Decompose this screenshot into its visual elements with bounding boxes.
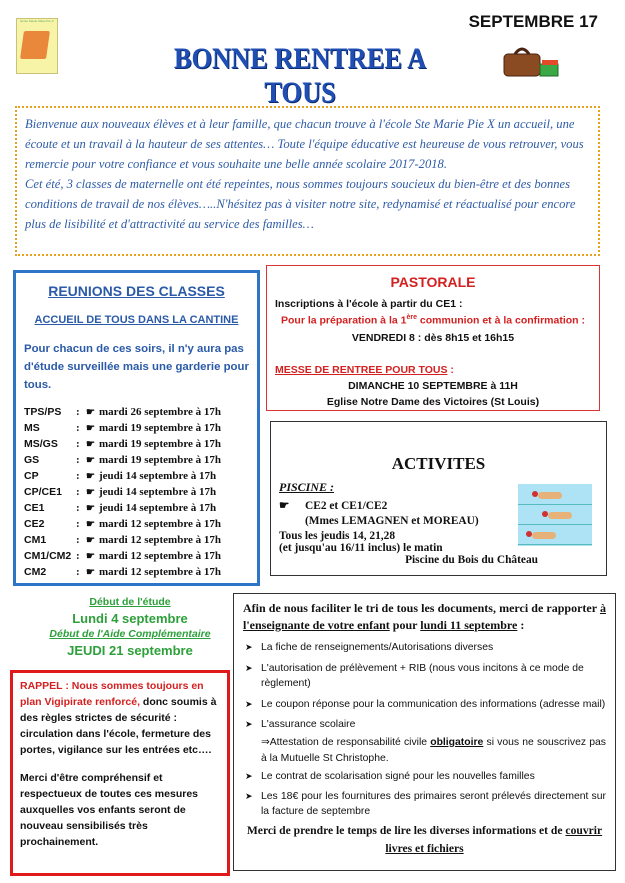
assurance-text: ⇒Attestation de responsabilité civile <box>261 736 431 748</box>
summer-paragraph: Cet été, 3 classes de maternelle ont été repeintes, nous sommes toujours soucieux du bien-être et des bonnes conditions de travail de nos élèves…..N'hésitez pas à visiter notre site, redynamisé et réactualisé pour encore plus de lisibilité et d'attractivité au service des familles… <box>25 177 576 231</box>
communion-text: Pour la préparation à la 1 <box>281 314 407 327</box>
piscine-location: Piscine du Bois du Château <box>405 554 538 566</box>
closing-text: Merci de prendre le temps de lire les diverses informations et de <box>246 823 566 837</box>
class-name: CE1 <box>24 502 45 514</box>
messe-location: Eglise Notre Dame des Victoires (St Louis) <box>326 395 540 408</box>
pointing-hand-icon: ☛ <box>86 550 95 562</box>
contract-text: Le contrat de scolarisation signé pour les nouvelles familles <box>261 771 535 783</box>
class-name: MS/GS <box>24 438 58 450</box>
welcome-paragraph: Bienvenue aux nouveaux élèves et à leur famille, que chacun trouve à l'école Ste Marie Pie X un accueil, une écoute et un travail à la hauteur de ses attentes… Toute l'équipe éducative est heureuse de vous retrouver, vous remercie pour votre confiance et vous souhaite une belle année scolaire 2017-2018. <box>25 117 584 171</box>
meetings-note: Pour chacun de ces soirs, il n'y aura pas d'étude surveillée mais une garderie pour tous. <box>24 343 249 391</box>
list-item <box>243 789 606 820</box>
class-name: CM1/CM2 <box>24 550 72 562</box>
pointing-hand-icon: ☛ <box>86 406 95 418</box>
activities-title: ACTIVITES <box>391 454 486 473</box>
reminder-label: RAPPEL : Nous sommes toujours en plan Vigipirate renforcé, <box>20 680 204 708</box>
messe-date: DIMANCHE 10 SEPTEMBRE à 11H <box>348 379 518 392</box>
meeting-date: jeudi 14 septembre à 17h <box>99 502 217 514</box>
supplies-text: Les 18€ pour les fournitures des primaires seront prélevés directement sur la facture de septembre <box>261 790 606 818</box>
piscine-days: Tous les jeudis 14, 21,28 <box>279 530 396 542</box>
item-text: L'autorisation de prélèvement + RIB (nous vous incitons à ce mode de règlement) <box>261 662 584 690</box>
pointing-hand-icon: ☛ <box>86 502 95 514</box>
class-name: TPS/PS <box>24 406 62 418</box>
schedule-row: CP : ☛ jeudi 14 septembre à 17h <box>24 470 217 482</box>
pointing-hand-icon: ☛ <box>86 438 95 450</box>
swimming-pool-icon <box>518 484 592 546</box>
schedule-row: CM2 : ☛ mardi 12 septembre à 17h <box>24 566 222 578</box>
class-name: CP <box>24 470 39 482</box>
piscine-teachers: (Mmes LEMAGNEN et MOREAU) <box>305 515 479 527</box>
list-item <box>243 640 606 656</box>
pastorale-registration: Inscriptions à l'école à partir du CE1 : <box>275 298 463 310</box>
arrow-bullet-icon: ➤ <box>245 771 253 782</box>
closing-note <box>243 822 606 858</box>
meeting-date: mardi 19 septembre à 17h <box>99 438 222 450</box>
study-start-label: Début de l'étude <box>89 596 171 608</box>
item-text: La fiche de renseignements/Autorisations diverses <box>261 642 494 653</box>
reminder-rules: donc soumis à des règles strictes de sécurité : circulation dans l'école, fermeture des portes, vigilance sur les entrées etc…. <box>20 696 217 756</box>
meeting-date: mardi 12 septembre à 17h <box>99 518 222 530</box>
pointing-hand-icon: ☛ <box>279 500 290 512</box>
logo-caption: Ecole Sainte Marie Pie X <box>20 19 54 23</box>
aide-start-label: Début de l'Aide Complémentaire <box>49 628 211 640</box>
class-name: GS <box>24 454 40 466</box>
meeting-date: jeudi 14 septembre à 17h <box>99 470 217 482</box>
assurance-mandatory: obligatoire <box>430 736 484 748</box>
pointing-hand-icon: ☛ <box>86 486 95 498</box>
assurance-text-end: si vous ne souscrivez pas à la Mutuelle St Christophe. <box>261 736 606 764</box>
meetings-subtitle: ACCUEIL DE TOUS DANS LA CANTINE <box>34 314 239 326</box>
school-bag-icon <box>500 42 560 82</box>
class-name: CM1 <box>24 534 47 546</box>
study-dates <box>30 596 230 658</box>
class-meetings-box <box>13 270 260 586</box>
meetings-title: REUNIONS DES CLASSES <box>48 283 225 299</box>
item-text: L'assurance scolaire <box>261 719 356 731</box>
reminder-thanks: Merci d'être compréhensif et respectueux de toutes ces mesures auxquelles vos enfants seront de nouveau sensibilisés très prochainement. <box>20 772 198 848</box>
communion-sup: ère <box>406 314 417 321</box>
pastorale-box <box>266 265 600 411</box>
item-text: Le coupon réponse pour la communication des informations (adresse mail) <box>261 698 606 710</box>
piscine-period: (et jusqu'au 16/11 inclus) le matin <box>279 542 443 554</box>
schedule-row: CE1 : ☛ jeudi 14 septembre à 17h <box>24 502 217 514</box>
pointing-hand-icon: ☛ <box>86 422 95 434</box>
meeting-date: jeudi 14 septembre à 17h <box>99 486 217 498</box>
aide-start-date: JEUDI 21 septembre <box>67 643 193 658</box>
schedule-row: CM1/CM2 : ☛ mardi 12 septembre à 17h <box>24 550 222 562</box>
documents-intro <box>243 600 606 634</box>
meetings-schedule <box>24 404 249 580</box>
schedule-row: MS : ☛ mardi 19 septembre à 17h <box>24 422 222 434</box>
meeting-date: mardi 12 septembre à 17h <box>99 550 222 562</box>
pointing-hand-icon: ☛ <box>86 566 95 578</box>
intro-text: Afin de nous faciliter le tri de tous les documents, merci de rapporter <box>243 601 600 615</box>
schedule-row: CE2 : ☛ mardi 12 septembre à 17h <box>24 518 222 530</box>
class-name: CP/CE1 <box>24 486 62 498</box>
meeting-date: mardi 19 septembre à 17h <box>99 422 222 434</box>
pastorale-communion <box>275 314 591 327</box>
intro-for: pour <box>389 618 421 632</box>
list-item <box>243 717 606 766</box>
pastorale-times: VENDREDI 8 : dès 8h15 et 16h15 <box>351 331 515 344</box>
intro-teacher: à l'enseignante de votre enfant <box>243 601 606 632</box>
class-name: CE2 <box>24 518 45 530</box>
book-icon <box>20 31 50 59</box>
arrow-bullet-icon: ➤ <box>245 719 253 730</box>
schedule-row: CM1 : ☛ mardi 12 septembre à 17h <box>24 534 222 546</box>
arrow-bullet-icon: ➤ <box>245 790 253 801</box>
pointing-hand-icon: ☛ <box>86 518 95 530</box>
study-start-date: Lundi 4 septembre <box>72 611 188 626</box>
piscine-classes-text: CE2 et CE1/CE2 <box>305 500 388 512</box>
assurance-detail <box>261 735 606 766</box>
schedule-row: GS : ☛ mardi 19 septembre à 17h <box>24 454 222 466</box>
arrow-bullet-icon: ➤ <box>245 698 253 709</box>
vigipirate-reminder <box>10 670 230 876</box>
arrow-bullet-icon: ➤ <box>245 662 253 673</box>
schedule-row: CP/CE1 : ☛ jeudi 14 septembre à 17h <box>24 486 217 498</box>
school-logo <box>16 18 58 74</box>
reminder-text <box>20 678 220 758</box>
meeting-date: mardi 12 septembre à 17h <box>99 566 222 578</box>
pastorale-title: PASTORALE <box>390 274 476 290</box>
list-item <box>243 661 606 692</box>
closing-books: couvrir livres et fichiers <box>385 823 603 855</box>
intro-deadline: lundi 11 septembre <box>420 618 518 632</box>
newsletter-date: SEPTEMBRE 17 <box>468 12 598 31</box>
pointing-hand-icon: ☛ <box>86 534 95 546</box>
class-name: CM2 <box>24 566 47 578</box>
intro-colon: : <box>517 618 525 632</box>
schedule-row: MS/GS : ☛ mardi 19 septembre à 17h <box>24 438 222 450</box>
page-title: BONNE RENTREE A TOUS <box>173 42 427 109</box>
messe-heading <box>275 364 591 376</box>
class-name: MS <box>24 422 40 434</box>
welcome-message <box>15 106 600 256</box>
documents-box <box>233 593 616 871</box>
list-item <box>243 697 606 713</box>
pointing-hand-icon: ☛ <box>86 454 95 466</box>
documents-list <box>243 640 606 766</box>
meeting-date: mardi 12 septembre à 17h <box>99 534 222 546</box>
arrow-bullet-icon: ➤ <box>245 642 253 652</box>
list-item <box>243 769 606 785</box>
communion-text-end: communion et à la confirmation : <box>416 314 585 327</box>
piscine-label: PISCINE : <box>279 480 335 494</box>
meeting-date: mardi 26 septembre à 17h <box>99 406 222 418</box>
messe-colon: : <box>447 363 454 376</box>
meeting-date: mardi 19 septembre à 17h <box>99 454 222 466</box>
messe-label: MESSE DE RENTREE POUR TOUS <box>275 363 448 376</box>
pointing-hand-icon: ☛ <box>86 470 95 482</box>
schedule-row: TPS/PS : ☛ mardi 26 septembre à 17h <box>24 406 222 418</box>
